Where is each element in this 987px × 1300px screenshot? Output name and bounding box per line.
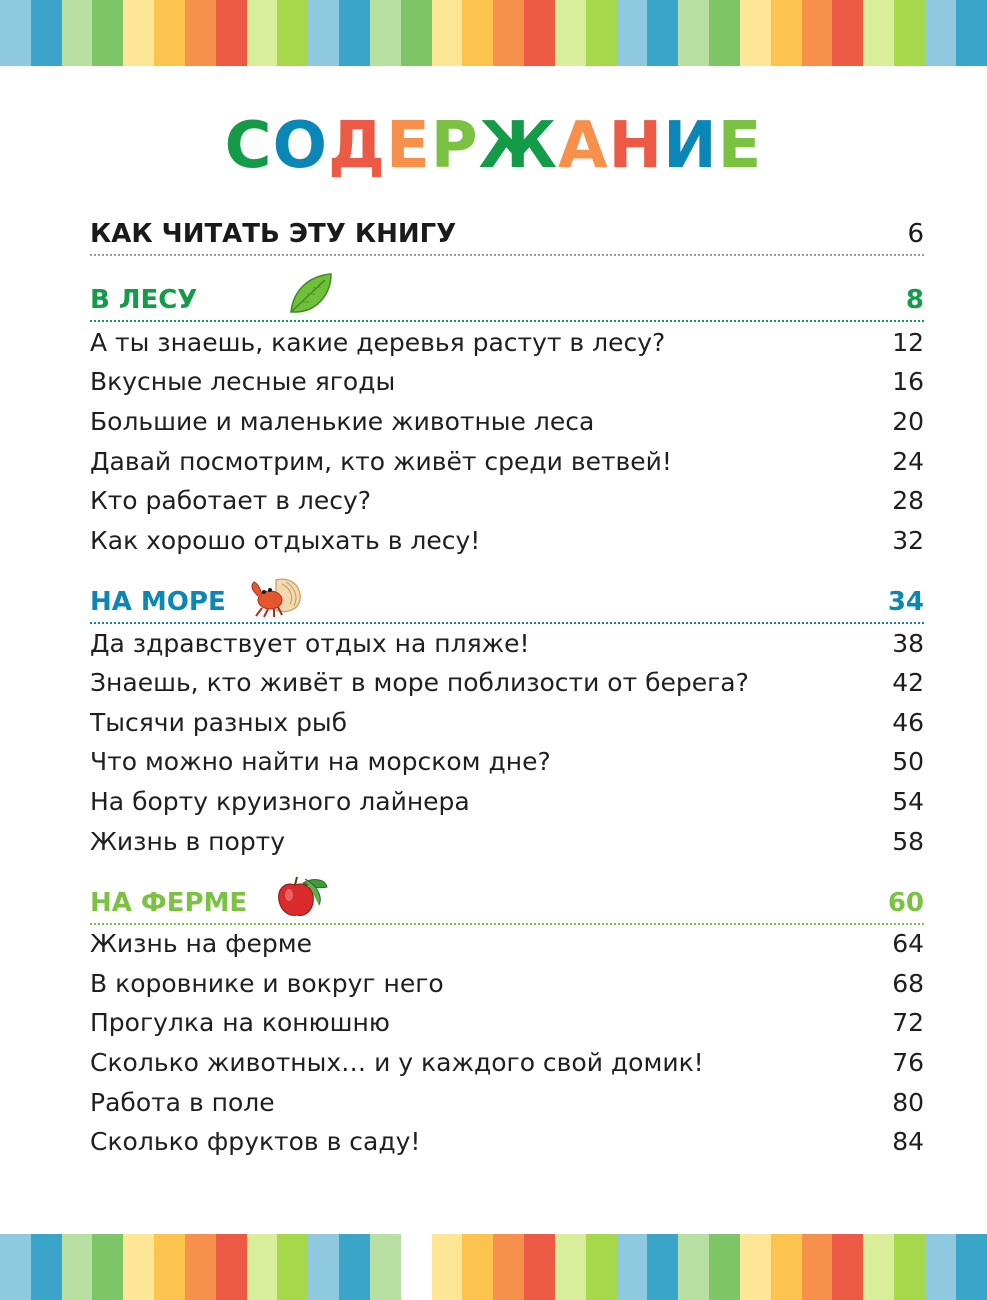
toc-item[interactable] <box>90 781 924 821</box>
stripe <box>62 0 93 66</box>
stripe <box>308 0 339 66</box>
toc-item-label: Жизнь в порту <box>90 826 286 856</box>
title-letter: Р <box>430 109 479 183</box>
stripe <box>247 1234 278 1300</box>
hermit-crab-icon <box>246 574 298 618</box>
stripe <box>956 1234 987 1300</box>
stripe <box>401 1234 432 1300</box>
toc-item-page: 58 <box>892 826 924 856</box>
stripe <box>432 1234 463 1300</box>
stripe <box>678 1234 709 1300</box>
toc-item-page: 68 <box>892 968 924 998</box>
toc-item-page: 64 <box>892 928 924 958</box>
stripe <box>370 1234 401 1300</box>
stripe <box>370 0 401 66</box>
stripe <box>802 0 833 66</box>
toc-intro-label: КАК ЧИТАТЬ ЭТУ КНИГУ <box>90 219 457 249</box>
toc-item-label: Что можно найти на морском дне? <box>90 746 551 776</box>
toc-item[interactable] <box>90 1042 924 1082</box>
stripe <box>647 0 678 66</box>
section-header-sea[interactable] <box>90 582 924 624</box>
title-letter: Д <box>328 109 387 183</box>
stripe <box>740 1234 771 1300</box>
toc-item[interactable] <box>90 1121 924 1161</box>
toc-item-page: 72 <box>892 1007 924 1037</box>
section-title: НА ФЕРМЕ <box>90 888 248 918</box>
stripe <box>123 0 154 66</box>
section-title: НА МОРЕ <box>90 587 226 617</box>
stripe <box>524 0 555 66</box>
stripe <box>740 0 771 66</box>
leaf-icon <box>285 272 337 316</box>
toc-item-label: Знаешь, кто живёт в море поблизости от берега? <box>90 667 749 697</box>
toc-item[interactable] <box>90 480 924 520</box>
stripe <box>647 1234 678 1300</box>
stripe <box>339 0 370 66</box>
toc-item-label: Сколько животных… и у каждого свой домик! <box>90 1047 704 1077</box>
stripe <box>832 1234 863 1300</box>
stripe <box>0 1234 31 1300</box>
toc-item[interactable] <box>90 1082 924 1122</box>
toc-item-label: Сколько фруктов в саду! <box>90 1126 421 1156</box>
toc-item[interactable] <box>90 923 924 963</box>
stripe <box>894 0 925 66</box>
stripe <box>31 0 62 66</box>
stripe <box>277 1234 308 1300</box>
stripe <box>462 1234 493 1300</box>
stripe <box>709 0 740 66</box>
stripe <box>92 1234 123 1300</box>
stripe <box>0 0 31 66</box>
stripe <box>31 1234 62 1300</box>
stripe <box>185 1234 216 1300</box>
toc-item-label: Давай посмотрим, кто живёт среди ветвей! <box>90 446 672 476</box>
toc-item[interactable] <box>90 741 924 781</box>
toc-item[interactable] <box>90 702 924 742</box>
page-title <box>0 106 987 186</box>
toc-item-label: А ты знаешь, какие деревья растут в лесу? <box>90 327 666 357</box>
toc-item[interactable] <box>90 821 924 861</box>
toc-item-page: 32 <box>892 525 924 555</box>
stripe <box>956 0 987 66</box>
toc-item-page: 46 <box>892 707 924 737</box>
stripe <box>247 0 278 66</box>
toc-item-page: 50 <box>892 746 924 776</box>
title-letter: О <box>272 109 329 183</box>
stripe <box>925 1234 956 1300</box>
stripe <box>216 1234 247 1300</box>
toc-item[interactable] <box>90 623 924 663</box>
stripe <box>432 0 463 66</box>
stripe <box>493 0 524 66</box>
toc-item-page: 80 <box>892 1087 924 1117</box>
stripe <box>617 0 648 66</box>
stripe <box>154 1234 185 1300</box>
stripe <box>586 1234 617 1300</box>
title-letter: С <box>224 109 273 183</box>
toc-item[interactable] <box>90 1002 924 1042</box>
toc-item[interactable] <box>90 361 924 401</box>
stripe <box>894 1234 925 1300</box>
section-title: В ЛЕСУ <box>90 285 198 315</box>
stripe <box>154 0 185 66</box>
toc-item[interactable] <box>90 662 924 702</box>
toc-item-label: Работа в поле <box>90 1087 275 1117</box>
title-letter: Е <box>717 109 763 183</box>
toc-item-page: 12 <box>892 327 924 357</box>
toc-item-page: 16 <box>892 366 924 396</box>
stripe <box>185 0 216 66</box>
title-letter: И <box>663 109 718 183</box>
toc-item-page: 54 <box>892 786 924 816</box>
stripe <box>709 1234 740 1300</box>
toc-item-page: 24 <box>892 446 924 476</box>
toc-item[interactable] <box>90 520 924 560</box>
top-stripe-border <box>0 0 987 66</box>
toc-item-page: 76 <box>892 1047 924 1077</box>
stripe <box>555 0 586 66</box>
stripe <box>771 0 802 66</box>
stripe <box>555 1234 586 1300</box>
toc-item-label: Как хорошо отдыхать в лесу! <box>90 525 481 555</box>
stripe <box>401 0 432 66</box>
toc-item-page: 84 <box>892 1126 924 1156</box>
title-letter: А <box>557 109 609 183</box>
toc-item[interactable] <box>90 441 924 481</box>
stripe <box>92 0 123 66</box>
stripe <box>339 1234 370 1300</box>
toc-item[interactable] <box>90 401 924 441</box>
section-page: 8 <box>905 285 924 315</box>
toc-item-label: Вкусные лесные ягоды <box>90 366 396 396</box>
stripe <box>123 1234 154 1300</box>
stripe <box>524 1234 555 1300</box>
stripe <box>216 0 247 66</box>
toc-item-page: 20 <box>892 406 924 436</box>
section-header-forest[interactable] <box>90 280 924 322</box>
toc-item-label: В коровнике и вокруг него <box>90 968 444 998</box>
toc-item-page: 38 <box>892 628 924 658</box>
toc-item-label: Большие и маленькие животные леса <box>90 406 595 436</box>
stripe <box>863 0 894 66</box>
toc-item-label: Прогулка на конюшню <box>90 1007 390 1037</box>
stripe <box>277 0 308 66</box>
toc-item-label: Жизнь на ферме <box>90 928 312 958</box>
toc-item-page: 28 <box>892 485 924 515</box>
stripe <box>462 0 493 66</box>
toc-intro-page: 6 <box>907 219 924 249</box>
toc-item-label: Да здравствует отдых на пляже! <box>90 628 530 658</box>
section-header-farm[interactable] <box>90 883 924 925</box>
stripe <box>832 0 863 66</box>
apple-icon <box>273 875 325 919</box>
title-letter: Н <box>608 109 664 183</box>
stripe <box>308 1234 339 1300</box>
stripe <box>925 0 956 66</box>
stripe <box>678 0 709 66</box>
stripe <box>493 1234 524 1300</box>
bottom-stripe-border <box>0 1234 987 1300</box>
section-page: 60 <box>887 888 924 918</box>
toc-item[interactable] <box>90 963 924 1003</box>
toc-intro-row[interactable] <box>90 214 924 256</box>
stripe <box>771 1234 802 1300</box>
title-letter: Е <box>386 109 431 183</box>
toc-item-label: На борту круизного лайнера <box>90 786 470 816</box>
stripe <box>62 1234 93 1300</box>
toc-item-label: Кто работает в лесу? <box>90 485 372 515</box>
title-letter: Ж <box>478 109 558 183</box>
toc-item-page: 42 <box>892 667 924 697</box>
stripe <box>586 0 617 66</box>
stripe <box>802 1234 833 1300</box>
stripe <box>863 1234 894 1300</box>
section-page: 34 <box>887 587 924 617</box>
toc-item[interactable] <box>90 322 924 362</box>
toc-item-label: Тысячи разных рыб <box>90 707 348 737</box>
stripe <box>617 1234 648 1300</box>
